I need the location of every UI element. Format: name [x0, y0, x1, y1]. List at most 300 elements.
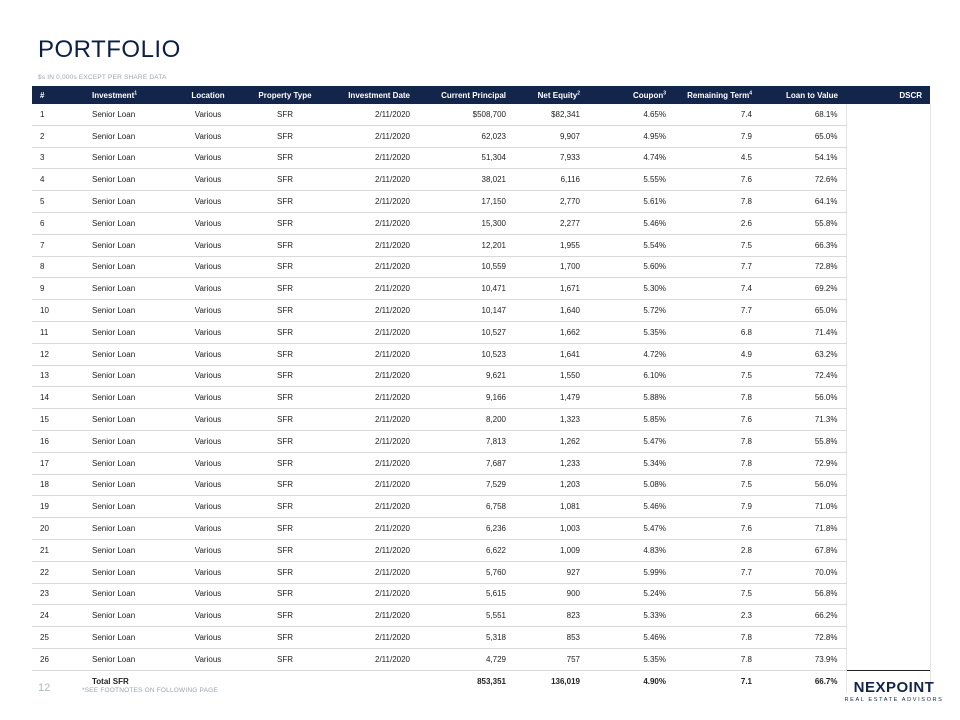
table-cell: 65.0%	[760, 125, 846, 147]
table-cell: 71.0%	[760, 496, 846, 518]
table-cell: 1,009	[514, 539, 588, 561]
column-header	[172, 86, 244, 104]
table-cell: 10	[32, 300, 62, 322]
table-cell: 2	[32, 125, 62, 147]
table-cell: Various	[172, 518, 244, 540]
table-cell: SFR	[244, 452, 326, 474]
table-cell: 9,907	[514, 125, 588, 147]
table-cell: 2/11/2020	[326, 300, 418, 322]
table-cell: 9,166	[418, 387, 514, 409]
table-row	[32, 212, 930, 234]
table-cell: 73.9%	[760, 648, 846, 670]
table-cell: Various	[172, 321, 244, 343]
nexpoint-logo	[844, 680, 944, 704]
table-cell: 7.7	[674, 256, 760, 278]
table-cell: Various	[172, 147, 244, 169]
table-cell: 1,671	[514, 278, 588, 300]
table-cell: SFR	[244, 409, 326, 431]
table-cell: 5.47%	[588, 430, 674, 452]
table-cell: 55.8%	[760, 430, 846, 452]
table-cell	[846, 561, 930, 583]
table-cell: Various	[172, 430, 244, 452]
column-header	[514, 86, 588, 104]
table-cell: 1,262	[514, 430, 588, 452]
table-cell: 2/11/2020	[326, 169, 418, 191]
table-cell: 7.9	[674, 496, 760, 518]
table-cell: 12,201	[418, 234, 514, 256]
table-cell: Senior Loan	[62, 321, 172, 343]
table-cell: Various	[172, 583, 244, 605]
table-cell	[846, 104, 930, 125]
table-cell: 7,813	[418, 430, 514, 452]
table-cell: 18	[32, 474, 62, 496]
total-cell: 136,019	[514, 670, 588, 693]
table-cell: Various	[172, 648, 244, 670]
table-cell: 7.4	[674, 104, 760, 125]
table-cell: 13	[32, 365, 62, 387]
table-cell: Various	[172, 104, 244, 125]
table-cell: 7,529	[418, 474, 514, 496]
logo-brand: NEXPOINT	[853, 679, 935, 696]
table-cell: 2/11/2020	[326, 474, 418, 496]
table-row	[32, 321, 930, 343]
table-cell: 5.60%	[588, 256, 674, 278]
table-cell: 10,559	[418, 256, 514, 278]
table-cell	[846, 212, 930, 234]
total-cell: 66.7%	[760, 670, 846, 693]
table-cell: 23	[32, 583, 62, 605]
column-header-label: Location	[191, 90, 225, 100]
table-cell: SFR	[244, 518, 326, 540]
table-cell: 7.7	[674, 300, 760, 322]
table-cell: 5.99%	[588, 561, 674, 583]
table-cell: Senior Loan	[62, 648, 172, 670]
footnote-marker: 4	[749, 89, 752, 96]
table-cell: 6,236	[418, 518, 514, 540]
column-header	[760, 86, 846, 104]
table-cell: 6.8	[674, 321, 760, 343]
table-cell: 72.9%	[760, 452, 846, 474]
table-cell: 2/11/2020	[326, 452, 418, 474]
table-cell: SFR	[244, 147, 326, 169]
column-header-label: Current Principal	[441, 90, 506, 100]
table-cell: 22	[32, 561, 62, 583]
page-title: PORTFOLIO	[38, 36, 181, 63]
table-cell	[846, 278, 930, 300]
table-cell: 900	[514, 583, 588, 605]
table-cell: 5.61%	[588, 191, 674, 213]
table-cell: 71.4%	[760, 321, 846, 343]
table-cell: 1,662	[514, 321, 588, 343]
table-cell: SFR	[244, 191, 326, 213]
table-cell: 2/11/2020	[326, 561, 418, 583]
table-cell: 4.95%	[588, 125, 674, 147]
table-cell: Various	[172, 605, 244, 627]
column-header-label: Remaining Term	[687, 90, 750, 100]
table-cell: 4,729	[418, 648, 514, 670]
table-cell: 5.08%	[588, 474, 674, 496]
table-cell: 2/11/2020	[326, 387, 418, 409]
table-cell: 2/11/2020	[326, 583, 418, 605]
table-cell: 5	[32, 191, 62, 213]
table-cell: Senior Loan	[62, 300, 172, 322]
table-cell: Senior Loan	[62, 518, 172, 540]
table-cell: 5.55%	[588, 169, 674, 191]
portfolio-table	[32, 86, 931, 693]
table-cell: Various	[172, 256, 244, 278]
table-cell: 7.5	[674, 365, 760, 387]
table-row	[32, 191, 930, 213]
table-cell: 51,304	[418, 147, 514, 169]
total-cell: 7.1	[674, 670, 760, 693]
table-cell: Senior Loan	[62, 583, 172, 605]
column-header-label: Property Type	[258, 90, 312, 100]
table-cell: 4.83%	[588, 539, 674, 561]
table-cell	[846, 343, 930, 365]
table-cell: 4.74%	[588, 147, 674, 169]
table-cell: SFR	[244, 539, 326, 561]
table-cell: Various	[172, 212, 244, 234]
table-cell: 55.8%	[760, 212, 846, 234]
table-cell: Various	[172, 365, 244, 387]
table-cell	[846, 605, 930, 627]
table-cell: 64.1%	[760, 191, 846, 213]
table-cell: SFR	[244, 605, 326, 627]
table-row	[32, 409, 930, 431]
table-cell: Senior Loan	[62, 605, 172, 627]
table-cell: 10,527	[418, 321, 514, 343]
table-cell: 6	[32, 212, 62, 234]
table-cell: 9	[32, 278, 62, 300]
table-cell: Various	[172, 125, 244, 147]
table-cell: SFR	[244, 234, 326, 256]
total-cell	[244, 670, 326, 693]
table-cell: 1,003	[514, 518, 588, 540]
table-cell: 6,622	[418, 539, 514, 561]
table-cell: Various	[172, 343, 244, 365]
table-cell	[846, 496, 930, 518]
table-cell: Various	[172, 539, 244, 561]
table-row	[32, 104, 930, 125]
table-cell	[846, 300, 930, 322]
table-cell: 5.33%	[588, 605, 674, 627]
table-cell: 2/11/2020	[326, 496, 418, 518]
table-cell: 20	[32, 518, 62, 540]
table-row	[32, 474, 930, 496]
table-cell: 2/11/2020	[326, 147, 418, 169]
table-cell: 1,203	[514, 474, 588, 496]
table-cell	[846, 474, 930, 496]
table-cell: 7.4	[674, 278, 760, 300]
table-cell: 5.35%	[588, 648, 674, 670]
table-cell: 63.2%	[760, 343, 846, 365]
logo-tagline: REAL ESTATE ADVISORS	[844, 697, 944, 703]
table-cell	[846, 452, 930, 474]
table-cell: Senior Loan	[62, 104, 172, 125]
table-cell	[846, 387, 930, 409]
table-cell: 757	[514, 648, 588, 670]
table-cell: 56.8%	[760, 583, 846, 605]
table-cell: Various	[172, 278, 244, 300]
table-cell: 56.0%	[760, 474, 846, 496]
table-cell: 38,021	[418, 169, 514, 191]
table-cell: Various	[172, 561, 244, 583]
table-cell	[846, 430, 930, 452]
table-cell	[846, 147, 930, 169]
table-cell	[846, 256, 930, 278]
table-cell: Various	[172, 452, 244, 474]
table-cell: 7.8	[674, 430, 760, 452]
table-cell: $82,341	[514, 104, 588, 125]
table-row	[32, 583, 930, 605]
table-row	[32, 518, 930, 540]
table-cell: 16	[32, 430, 62, 452]
table-cell: 2/11/2020	[326, 605, 418, 627]
table-cell: 15,300	[418, 212, 514, 234]
table-cell: 56.0%	[760, 387, 846, 409]
table-cell: 4.5	[674, 147, 760, 169]
table-cell: Various	[172, 234, 244, 256]
column-header-label: DSCR	[899, 90, 922, 100]
table-cell: 1,641	[514, 343, 588, 365]
table-cell: 7.8	[674, 627, 760, 649]
table-cell: Senior Loan	[62, 561, 172, 583]
table-cell: 5,615	[418, 583, 514, 605]
table-cell: SFR	[244, 212, 326, 234]
table-cell: 5.35%	[588, 321, 674, 343]
table-cell: SFR	[244, 648, 326, 670]
table-cell: SFR	[244, 343, 326, 365]
table-cell: Senior Loan	[62, 387, 172, 409]
table-row	[32, 648, 930, 670]
table-cell: 2/11/2020	[326, 430, 418, 452]
table-cell: 7.6	[674, 409, 760, 431]
table-cell: 1,479	[514, 387, 588, 409]
table-cell: 5.46%	[588, 212, 674, 234]
table-row	[32, 627, 930, 649]
table-row	[32, 234, 930, 256]
table-cell: Senior Loan	[62, 627, 172, 649]
table-cell: 70.0%	[760, 561, 846, 583]
table-cell: 5.24%	[588, 583, 674, 605]
table-cell: 2/11/2020	[326, 212, 418, 234]
table-cell: 21	[32, 539, 62, 561]
column-header	[62, 86, 172, 104]
table-cell: SFR	[244, 627, 326, 649]
table-cell: 72.8%	[760, 627, 846, 649]
table-cell	[846, 583, 930, 605]
table-cell: 7	[32, 234, 62, 256]
column-header	[326, 86, 418, 104]
table-cell: $508,700	[418, 104, 514, 125]
table-cell: 5.30%	[588, 278, 674, 300]
table-cell: 2.8	[674, 539, 760, 561]
table-cell: 2.6	[674, 212, 760, 234]
table-cell: SFR	[244, 256, 326, 278]
table-cell: Senior Loan	[62, 191, 172, 213]
table-cell: Various	[172, 409, 244, 431]
table-row	[32, 169, 930, 191]
table-cell: 2/11/2020	[326, 365, 418, 387]
table-cell: 71.8%	[760, 518, 846, 540]
table-cell	[846, 627, 930, 649]
total-cell: 853,351	[418, 670, 514, 693]
table-cell: Various	[172, 474, 244, 496]
table-cell: 1,081	[514, 496, 588, 518]
table-cell: 823	[514, 605, 588, 627]
table-cell: 62,023	[418, 125, 514, 147]
table-cell: 2/11/2020	[326, 627, 418, 649]
column-header-label: #	[40, 90, 45, 100]
table-cell: 67.8%	[760, 539, 846, 561]
table-cell: 2/11/2020	[326, 104, 418, 125]
table-cell: 4.65%	[588, 104, 674, 125]
table-cell: 2,770	[514, 191, 588, 213]
table-cell: Senior Loan	[62, 256, 172, 278]
table-cell: 2,277	[514, 212, 588, 234]
total-cell	[326, 670, 418, 693]
column-header	[244, 86, 326, 104]
table-cell: 5.34%	[588, 452, 674, 474]
table-row	[32, 387, 930, 409]
table-cell: Senior Loan	[62, 234, 172, 256]
table-cell: 5.46%	[588, 496, 674, 518]
table-cell: 3	[32, 147, 62, 169]
footnote-marker: 2	[577, 89, 580, 96]
table-cell: Senior Loan	[62, 452, 172, 474]
table-cell	[846, 648, 930, 670]
table-cell: Senior Loan	[62, 474, 172, 496]
table-cell: SFR	[244, 321, 326, 343]
table-cell: 2/11/2020	[326, 191, 418, 213]
table-cell: 2/11/2020	[326, 518, 418, 540]
table-row	[32, 300, 930, 322]
table-cell: 65.0%	[760, 300, 846, 322]
table-cell	[846, 321, 930, 343]
table-cell: 2/11/2020	[326, 278, 418, 300]
table-cell: 1,233	[514, 452, 588, 474]
table-cell: 7.5	[674, 234, 760, 256]
table-cell: 2/11/2020	[326, 343, 418, 365]
table-cell: 7.9	[674, 125, 760, 147]
table-cell: SFR	[244, 583, 326, 605]
table-cell: 2/11/2020	[326, 648, 418, 670]
table-cell: 2/11/2020	[326, 234, 418, 256]
table-cell: 4.9	[674, 343, 760, 365]
total-cell: Total SFR	[62, 670, 172, 693]
column-header	[588, 86, 674, 104]
table-cell: SFR	[244, 387, 326, 409]
table-cell: Various	[172, 627, 244, 649]
table-cell: 2.3	[674, 605, 760, 627]
table-row	[32, 365, 930, 387]
table-cell	[846, 234, 930, 256]
table-cell: 7,933	[514, 147, 588, 169]
table-cell	[846, 169, 930, 191]
table-cell: 7.8	[674, 452, 760, 474]
table-row	[32, 343, 930, 365]
table-cell: 71.3%	[760, 409, 846, 431]
table-cell: 2/11/2020	[326, 409, 418, 431]
table-cell: 7.5	[674, 474, 760, 496]
table-cell: 7.5	[674, 583, 760, 605]
table-cell: 1,955	[514, 234, 588, 256]
table-cell: 8,200	[418, 409, 514, 431]
table-cell: 5.46%	[588, 627, 674, 649]
table-cell: 66.2%	[760, 605, 846, 627]
column-header-label: Investment	[92, 90, 135, 100]
table-row	[32, 430, 930, 452]
table-cell: SFR	[244, 365, 326, 387]
table-row	[32, 561, 930, 583]
table-cell: 5.88%	[588, 387, 674, 409]
table-cell: 25	[32, 627, 62, 649]
table-row	[32, 256, 930, 278]
table-cell: 10,471	[418, 278, 514, 300]
table-row	[32, 147, 930, 169]
table-cell: 66.3%	[760, 234, 846, 256]
table-cell: 7.6	[674, 169, 760, 191]
table-cell: 54.1%	[760, 147, 846, 169]
table-cell: Senior Loan	[62, 169, 172, 191]
table-row	[32, 539, 930, 561]
table-cell: 17	[32, 452, 62, 474]
table-cell: Senior Loan	[62, 212, 172, 234]
table-cell: SFR	[244, 278, 326, 300]
table-cell: 68.1%	[760, 104, 846, 125]
table-cell: Various	[172, 191, 244, 213]
column-header-label: Coupon	[633, 90, 664, 100]
table-row	[32, 125, 930, 147]
table-cell: 9,621	[418, 365, 514, 387]
table-cell	[846, 518, 930, 540]
table-cell: Various	[172, 387, 244, 409]
table-cell: 5.47%	[588, 518, 674, 540]
table-row	[32, 605, 930, 627]
table-cell: 1,700	[514, 256, 588, 278]
table-cell: Senior Loan	[62, 125, 172, 147]
column-header	[674, 86, 760, 104]
footnote-marker: 1	[134, 89, 138, 96]
table-cell: 7.8	[674, 191, 760, 213]
table-body	[32, 104, 930, 693]
table-cell: 4	[32, 169, 62, 191]
table-cell: 1,550	[514, 365, 588, 387]
table-cell: 7.8	[674, 648, 760, 670]
table-cell: Senior Loan	[62, 430, 172, 452]
table-cell: 15	[32, 409, 62, 431]
table-cell: Various	[172, 169, 244, 191]
table-cell: Senior Loan	[62, 539, 172, 561]
table-cell: SFR	[244, 104, 326, 125]
table-cell: 5.72%	[588, 300, 674, 322]
table-cell: 927	[514, 561, 588, 583]
table-cell: Senior Loan	[62, 496, 172, 518]
table-cell: 72.4%	[760, 365, 846, 387]
column-header	[418, 86, 514, 104]
table-cell: 8	[32, 256, 62, 278]
table-cell: 14	[32, 387, 62, 409]
table-cell: 10,523	[418, 343, 514, 365]
table-cell: Senior Loan	[62, 147, 172, 169]
page-subtitle: $s IN 0,000s EXCEPT PER SHARE DATA	[38, 74, 167, 81]
table-cell: 2/11/2020	[326, 321, 418, 343]
table-cell: 6,758	[418, 496, 514, 518]
table-cell: 2/11/2020	[326, 256, 418, 278]
table-cell: 1,323	[514, 409, 588, 431]
table-cell: SFR	[244, 561, 326, 583]
table-cell: 2/11/2020	[326, 539, 418, 561]
